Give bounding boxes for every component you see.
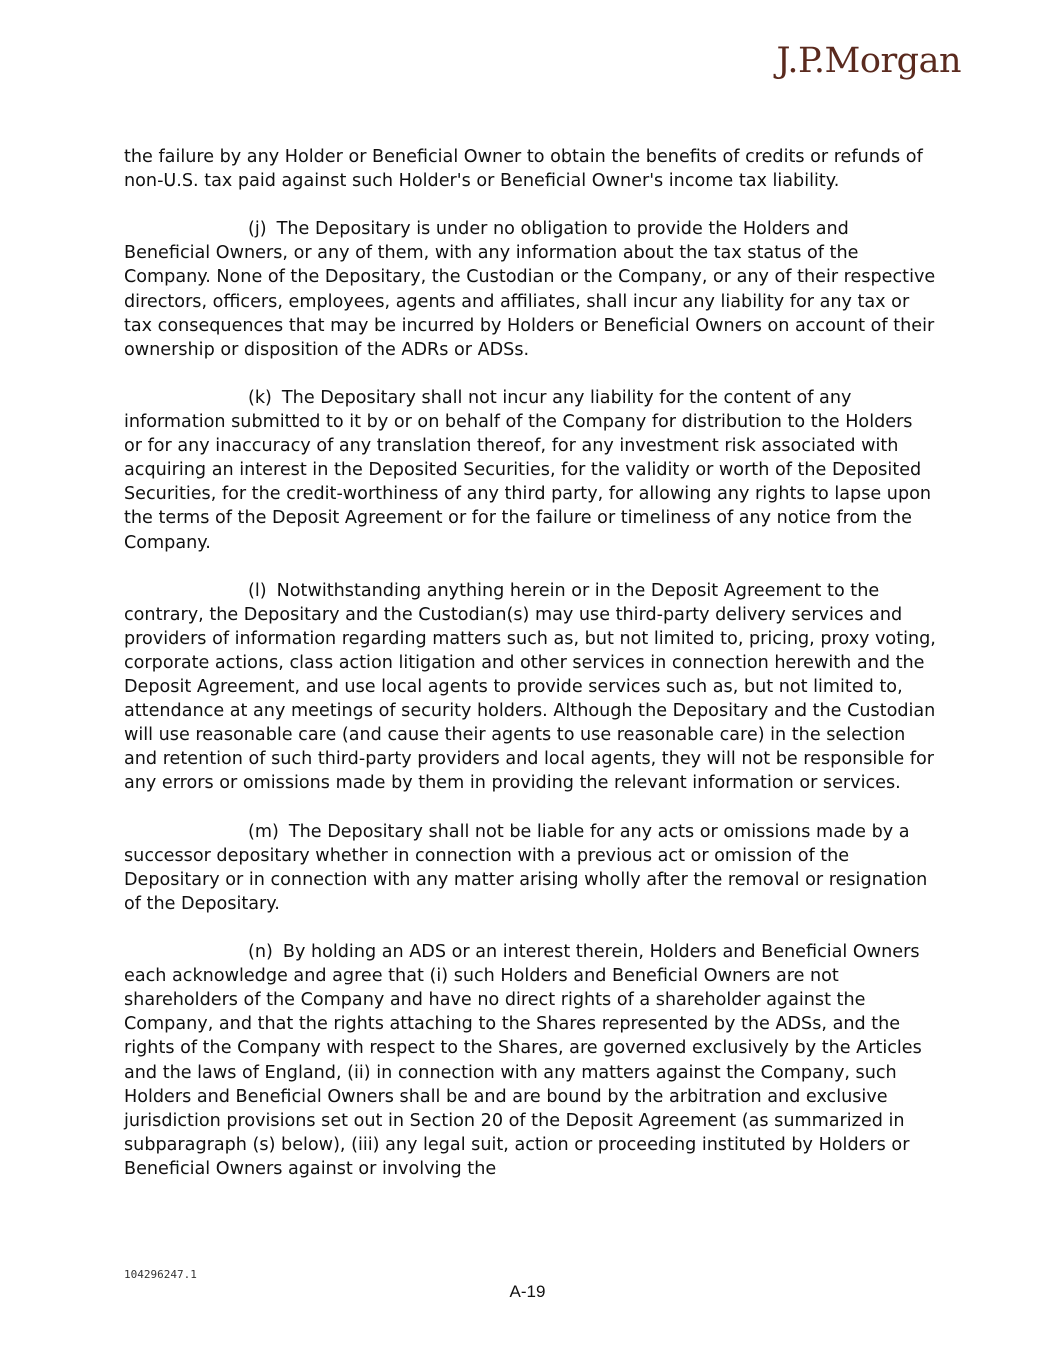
paragraph-n — [124, 940, 936, 1181]
paragraph-text: The Depositary shall not be liable for any acts or omissions made by a successor depositary whether in connection with a previous act or omission of the Depositary or in connection with any matter arising wholly after the removal or resignation of the Depositary. — [124, 821, 928, 914]
paragraph-k — [124, 386, 936, 555]
paragraph-l — [124, 579, 936, 796]
jpmorgan-logo: J.P.Morgan — [776, 41, 961, 81]
document-body — [124, 145, 936, 1205]
paragraph-m — [124, 820, 936, 916]
paragraph-label: (n) — [248, 942, 273, 963]
paragraph-text: The Depositary is under no obligation to provide the Holders and Beneficial Owners, or any of them, with any information about the tax status of the Company. None of the Depositary, the Custodian or the Company, or any of their respective directors, officers, employees, agents and affiliates, shall incur any liability for any tax or tax consequences that may be incurred by Holders or Beneficial Owners on account of their ownership or disposition of the ADRs or ADSs. — [124, 219, 936, 360]
paragraph-text: The Depositary shall not incur any liability for the content of any information submitted to it by or on behalf of the Company for distribution to the Holders or for any inaccuracy of any translation thereof, for any investment risk associated with acquiring an interest in the Deposited Securities, for the validity or worth of the Deposited Securities, for the credit-worthiness of any third party, for allowing any rights to lapse upon the terms of the Deposit Agreement or for the failure or timeliness of any notice from the Company. — [124, 387, 932, 553]
paragraph-continuation — [124, 145, 936, 193]
page-number: A-19 — [509, 1282, 546, 1301]
paragraph-label: (m) — [248, 821, 279, 842]
paragraph-text: Notwithstanding anything herein or in the Deposit Agreement to the contrary, the Depositary and the Custodian(s) may use third-party delivery services and providers of information regarding matters such as, but not limited to, pricing, proxy voting, corporate actions, class action litigation and other services in connection herewith and the Deposit Agreement, and use local agents to provide services such as, but not limited to, attendance at any meetings of security holders. Although the Depositary and the Custodian will use reasonable care (and cause their agents to use reasonable care) in the selection and retention of such third-party providers and local agents, they will not be responsible for any errors or omissions made by them in providing the relevant information or services. — [124, 580, 936, 794]
document-id: 104296247.1 — [124, 1268, 197, 1281]
paragraph-label: (k) — [248, 387, 272, 408]
paragraph-label: (j) — [248, 219, 267, 240]
paragraph-text: By holding an ADS or an interest therein, Holders and Beneficial Owners each acknowledge and agree that (i) such Holders and Beneficial Owners are not shareholders of the Company and have no direct rights of a shareholder against the Company, and that the rights attaching to the Shares represented by the ADSs, and the rights of the Company with respect to the Shares, are governed exclusively by the Articles and the laws of England, (ii) in connection with any matters against the Company, such Holders and Beneficial Owners shall be and are bound by the arbitration and exclusive jurisdiction provisions set out in Section 20 of the Deposit Agreement (as summarized in subparagraph (s) below), (iii) any legal suit, action or proceeding instituted by Holders or Beneficial Owners against or involving the — [124, 942, 922, 1179]
paragraph-text: the failure by any Holder or Beneficial Owner to obtain the benefits of credits or refunds of non-U.S. tax paid against such Holder's or Beneficial Owner's income tax liability. — [124, 147, 923, 192]
paragraph-j — [124, 217, 936, 362]
paragraph-label: (l) — [248, 580, 267, 601]
